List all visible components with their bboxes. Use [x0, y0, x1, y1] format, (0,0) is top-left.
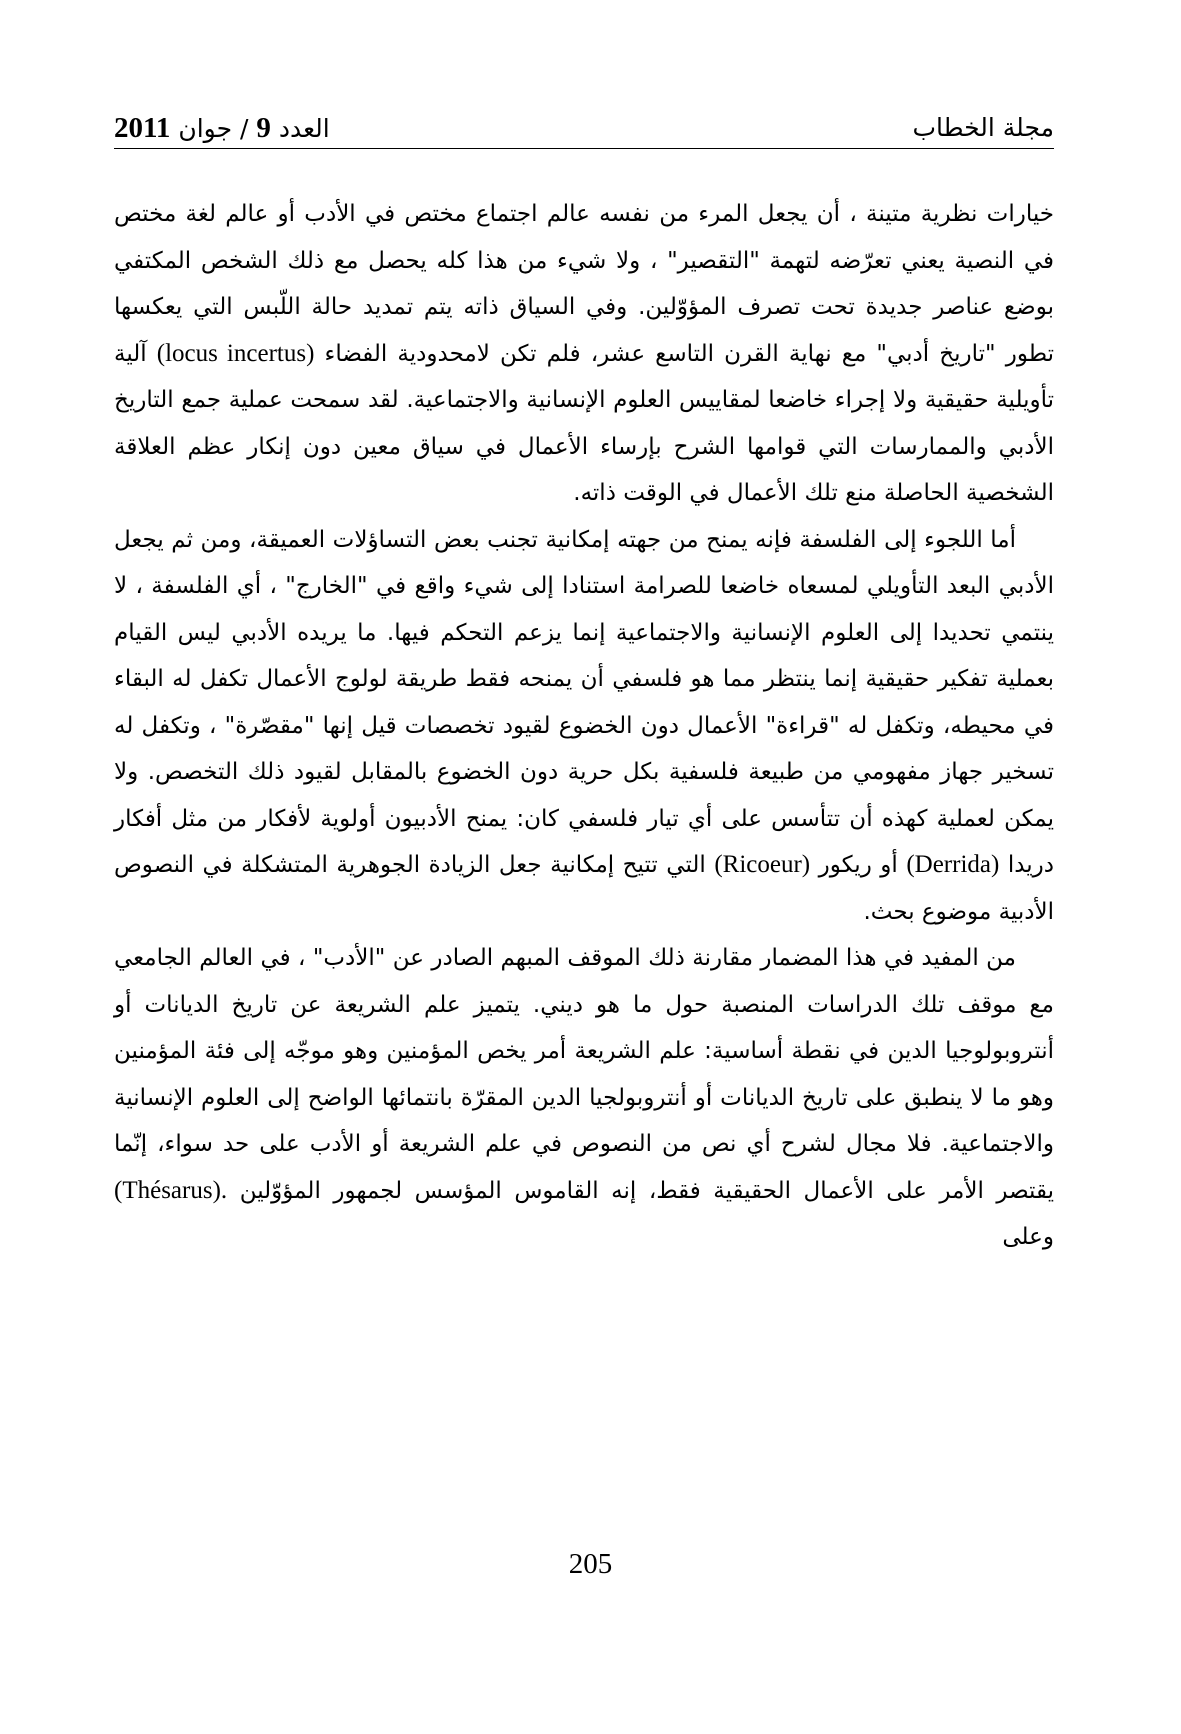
latin-term-thesarus: (Thésarus). [114, 1176, 228, 1204]
issue-separator: / [240, 114, 249, 143]
paragraph-2-text-c: التي تتيح إمكانية جعل الزيادة الجوهرية المتشكلة في النصوص الأدبية موضوع بحث. [114, 852, 1054, 925]
latin-term-ricoeur: (Ricoeur) [714, 851, 811, 878]
header-rule [114, 148, 1054, 149]
page-header [114, 104, 1054, 148]
paragraph-3-text-b: وعلى [1002, 1224, 1054, 1250]
issue-month: جوان [178, 114, 233, 143]
issue-year: 2011 [114, 112, 171, 144]
paragraph-2-text-b: أو ريكور [818, 852, 898, 878]
latin-term-locus-incertus: (locus incertus) [156, 339, 315, 367]
paragraph-1-text-a: خيارات نظرية متينة ، أن يجعل المرء من نفسه عالم اجتماع مختص في الأدب أو عالم لغة مختص في النصية يعني تعرّضه لتهمة "التقصير" ، ولا شيء من هذا كله يحصل مع ذلك الشخص المكتفي بوضع عناصر جديدة تحت تصرف المؤوّلين. وفي السياق ذاته يتم تمديد حالة اللّبس التي يعكسها تطور "تاريخ أدبي" مع نهاية القرن التاسع عشر، فلم تكن لامحدودية الفضاء [114, 201, 1054, 367]
latin-term-derrida: (Derrida) [906, 851, 1000, 878]
issue-number: 9 [256, 112, 271, 144]
journal-title: مجلة الخطاب [912, 113, 1054, 142]
paragraph-3 [114, 935, 1054, 1261]
article-body [114, 191, 1054, 1261]
paragraph-2 [114, 517, 1054, 936]
issue-word: العدد [278, 114, 330, 143]
paragraph-2-text-a: أما اللجوء إلى الفلسفة فإنه يمنح من جهته إمكانية تجنب بعض التساؤلات العميقة، ومن ثم يجعل الأدبي البعد التأويلي لمسعاه خاضعا للصرامة استنادا إلى شيء واقع في "الخارج" ، أي الفلسفة ، لا ينتمي تحديدا إلى العلوم الإنسانية والاجتماعية إنما يزعم التحكم فيها. ما يريده الأدبي ليس القيام بعملية تفكير حقيقية إنما ينتظر مما هو فلسفي أن يمنحه فقط طريقة لولوج الأعمال تكفل له البقاء في محيطه، وتكفل له "قراءة" الأعمال دون الخضوع لقيود تخصصات قيل إنها "مقصّرة" ، وتكفل له تسخير جهاز مفهومي من طبيعة فلسفية بكل حرية دون الخضوع بالمقابل لقيود ذلك التخصص. ولا يمكن لعملية كهذه أن تتأسس على أي تيار فلسفي كان: يمنح الأدبيون أولوية لأفكار من مثل أفكار دريدا [114, 526, 1055, 878]
paragraph-1-text-b: آلية تأويلية حقيقية ولا إجراء خاضعا لمقاييس العلوم الإنسانية والاجتماعية. لقد سمحت عملية جمع التاريخ الأدبي والممارسات التي قوامها الشرح بإرساء الأعمال في سياق معين دون إنكار عظم العلاقة الشخصية الحاصلة منع تلك الأعمال في الوقت ذاته. [114, 340, 1054, 506]
paragraph-1 [114, 191, 1054, 517]
paragraph-3-text-a: من المفيد في هذا المضمار مقارنة ذلك الموقف المبهم الصادر عن "الأدب" ، في العالم الجامعي مع موقف تلك الدراسات المنصبة حول ما هو ديني. يتميز علم الشريعة عن تاريخ الديانات أو أنتروبولوجيا الدين في نقطة أساسية: علم الشريعة أمر يخص المؤمنين وهو موجّه إلى فئة المؤمنين وهو ما لا ينطبق على تاريخ الديانات أو أنتروبولجيا الدين المقرّة بانتمائها الواضح إلى العلوم الإنسانية والاجتماعية. فلا مجال لشرح أي نص من النصوص في علم الشريعة أو الأدب على حد سواء، إنّما يقتصر الأمر على الأعمال الحقيقية فقط، إنه القاموس المؤسس لجمهور المؤوّلين [114, 945, 1054, 1204]
page-number: 205 [568, 1548, 613, 1580]
issue-info [114, 112, 330, 145]
